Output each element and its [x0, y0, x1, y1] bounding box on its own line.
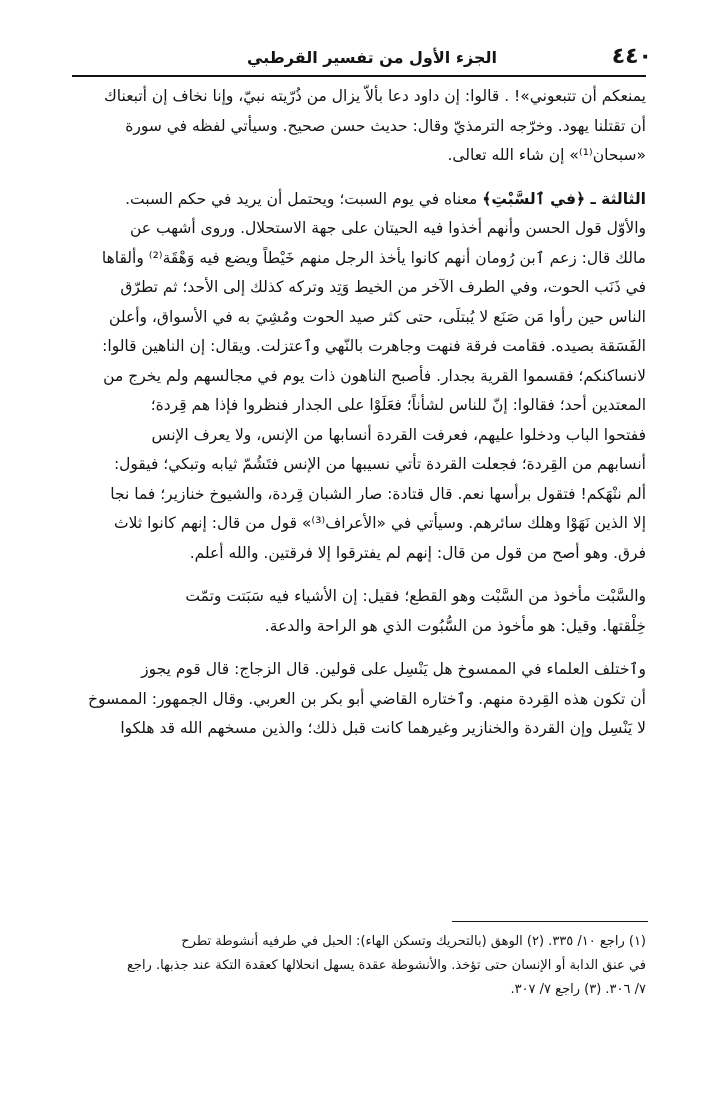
text-line: يمنعكم أن تتبعوني»! . قالوا: إن داود دعا بألاّ يزال من ذُرّيته نبيّ، وإنا نخاف إن أتبعناك	[104, 87, 646, 105]
section-lead: الثالثة ـ ﴿في ٱلسَّبْتِ﴾	[482, 189, 646, 208]
paragraph-2	[72, 185, 646, 569]
text-line: ألم ننْهَكم! فتقول برأسها نعم. قال قتادة: صار الشبان قِردة، والشيوخ خنازير؛ فما نجا	[110, 484, 646, 503]
text-line: الفَسَقة بصيده. فقامت فرقة فنهت وجاهرت بالنّهي وٱعتزلت. ويقال: إن الناهين قالوا:	[102, 337, 646, 355]
text-line: والسَّبْت مأخوذ من السَّبْت وهو القطع؛ فقيل: إن الأشياء فيه سَبَتت وتمّت	[185, 587, 646, 605]
text-line: لا يَنْسِل وإن القردة والخنازير وغيرهما كانت قبل ذلك؛ والذين مسخهم الله قد هلكوا	[120, 719, 646, 737]
page-number: ٤٤٠	[611, 44, 652, 69]
text-fragment: معناه في يوم السبت؛ ويحتمل أن يريد في حكم السبت.	[125, 189, 483, 208]
body-text	[72, 82, 646, 744]
text-line: لانساكنكم؛ فقسموا القرية بجدار. فأصبح الناهون ذات يوم في مجالسهم ولم يخرج من	[103, 366, 646, 385]
paragraph-3	[72, 582, 646, 641]
text-line: مالك قال: زعم ٱبن رُومان أنهم كانوا يأخذ الرجل منهم خَيْطاً ويضع فيه وَهْقَة⁽²⁾ وألقاها	[101, 248, 646, 267]
footnote-line: ٧/ ٣٠٦. (٣) راجع ٧/ ٣٠٧.	[510, 982, 646, 997]
paragraph-1	[72, 82, 646, 171]
footnote-rule	[452, 921, 648, 922]
text-line: أنسابهم من القِردة؛ فجعلت القردة تأتي نسيبها من الإنس فتَشُمّ ثيابه وتبكي؛ فيقول:	[113, 455, 646, 473]
running-header	[72, 44, 652, 74]
text-line: المعتدين أحد؛ فقالوا: إنّ للناس لشأناً؛ فعَلَوْا على الجدار فنظروا فإذا هم قِردة؛	[150, 396, 646, 414]
text-line: والأوّل قول الحسن وأنهم أخذوا فيه الحيتان على جهة الاستحلال. وروى أشهب عن	[130, 219, 646, 237]
footnote-line: (١) راجع ١٠/ ٣٣٥. (٢) الوهق (بالتحريك وتسكن الهاء): الحبل في طرفيه أنشوطة تطرح	[181, 934, 646, 949]
text-line: «سبحان⁽¹⁾» إن شاء الله تعالى.	[447, 146, 646, 164]
footnotes	[72, 930, 646, 1002]
text-line: ففتحوا الباب ودخلوا عليهم، فعرفت القردة أنسابها من الإنس، ولا يعرف الإنس	[151, 425, 646, 444]
text-line: أن تكون هذه القِردة منهم. وٱختاره القاضي أبو بكر بن العربي. وقال الجمهور: الممسوخ	[88, 689, 646, 708]
text-line: أن تقتلنا يهود. وخرّجه الترمذيّ وقال: حديث حسن صحيح. وسيأتي لفظه في سورة	[125, 116, 646, 135]
running-title: الجزء الأول من تفسير القرطبي	[246, 48, 497, 67]
text-line: خِلْقتها. وقيل: هو مأخوذ من السُّبُوت الذي هو الراحة والدعة.	[264, 616, 646, 635]
footnote-line: في عنق الدابة أو الإنسان حتى تؤخذ. والأنشوطة عقدة يسهل انحلالها كعقدة التكة عند جذبها. راجع	[126, 958, 646, 973]
text-line: إلا الذين نَهَوْا وهلك سائرهم. وسيأتي في «الأعراف⁽³⁾» قول من قال: إنهم كانوا ثلاث	[113, 514, 646, 532]
paragraph-4	[72, 655, 646, 744]
text-line	[72, 185, 646, 215]
text-line: الناس حين رأوا مَن صَنَع لا يُبتلَى، حتى كثر صيد الحوت ومُشِيَ به في الأسواق، وأعلن	[109, 307, 646, 326]
text-line: وٱختلف العلماء في الممسوخ هل يَنْسِل على قولين. قال الزجاج: قال قوم يجوز	[141, 660, 646, 678]
header-rule	[72, 75, 646, 77]
text-line: في ذَنَب الحوت، وفي الطرف الآخر من الخيط وَتِد وتركه كذلك إلى الأحد؛ ثم تطرّق	[120, 278, 646, 296]
text-line: فرق. وهو أصح من قول من قال: إنهم لم يفترقوا إلا فرقتين. والله أعلم.	[189, 543, 646, 562]
